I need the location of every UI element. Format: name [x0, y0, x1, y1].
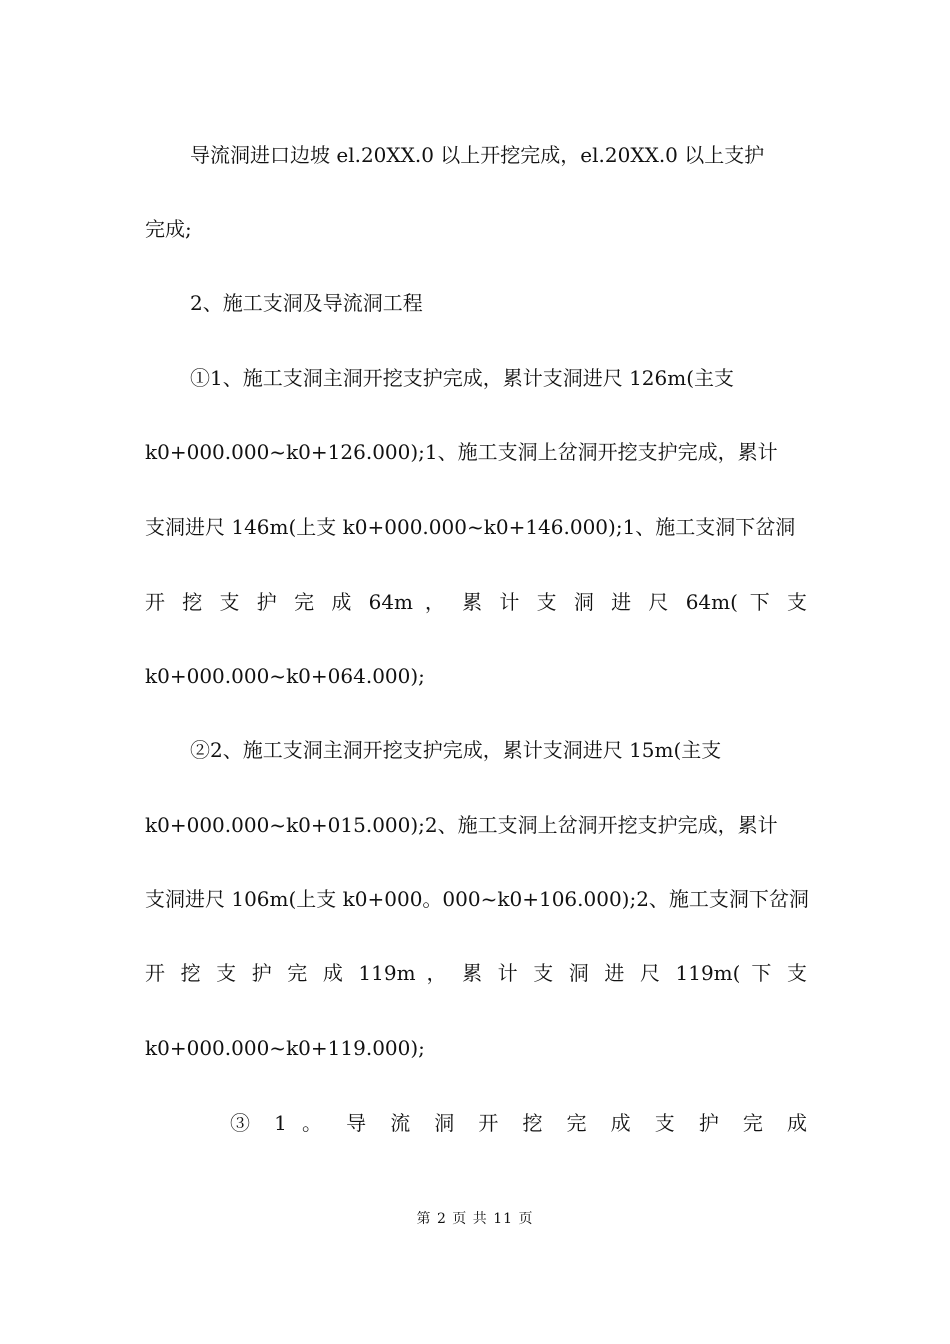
paragraph-line-4: ①1、施工支洞主洞开挖支护完成，累计支洞进尺 126m(主支	[190, 366, 735, 390]
paragraph-line-5: k0+000.000~k0+126.000);1、施工支洞上岔洞开挖支护完成，累计	[145, 440, 778, 464]
page-footer: 第 2 页 共 11 页	[416, 1211, 534, 1227]
paragraph-line-8: k0+000.000~k0+064.000);	[145, 664, 425, 688]
paragraph-line-1: 导流洞进口边坡 el.20XX.0 以上开挖完成，el.20XX.0 以上支护	[190, 143, 765, 167]
paragraph-line-14: ③ 1 。 导 流 洞 开 挖 完 成 支 护 完 成	[230, 1111, 807, 1135]
paragraph-line-12: 开 挖 支 护 完 成 119m ， 累 计 支 洞 进 尺 119m( 下 支	[145, 961, 807, 985]
paragraph-line-9: ②2、施工支洞主洞开挖支护完成，累计支洞进尺 15m(主支	[190, 738, 722, 762]
paragraph-line-2: 完成;	[145, 217, 192, 241]
paragraph-line-6: 支洞进尺 146m(上支 k0+000.000~k0+146.000);1、施工支洞下岔洞	[145, 515, 796, 539]
paragraph-line-11: 支洞进尺 106m(上支 k0+000。000~k0+106.000);2、施工支洞下岔洞	[145, 887, 809, 911]
section-heading: 2、施工支洞及导流洞工程	[190, 291, 423, 315]
paragraph-line-13: k0+000.000~k0+119.000);	[145, 1036, 425, 1060]
paragraph-line-10: k0+000.000~k0+015.000);2、施工支洞上岔洞开挖支护完成，累计	[145, 813, 778, 837]
paragraph-line-7: 开 挖 支 护 完 成 64m ， 累 计 支 洞 进 尺 64m( 下 支	[145, 590, 807, 614]
